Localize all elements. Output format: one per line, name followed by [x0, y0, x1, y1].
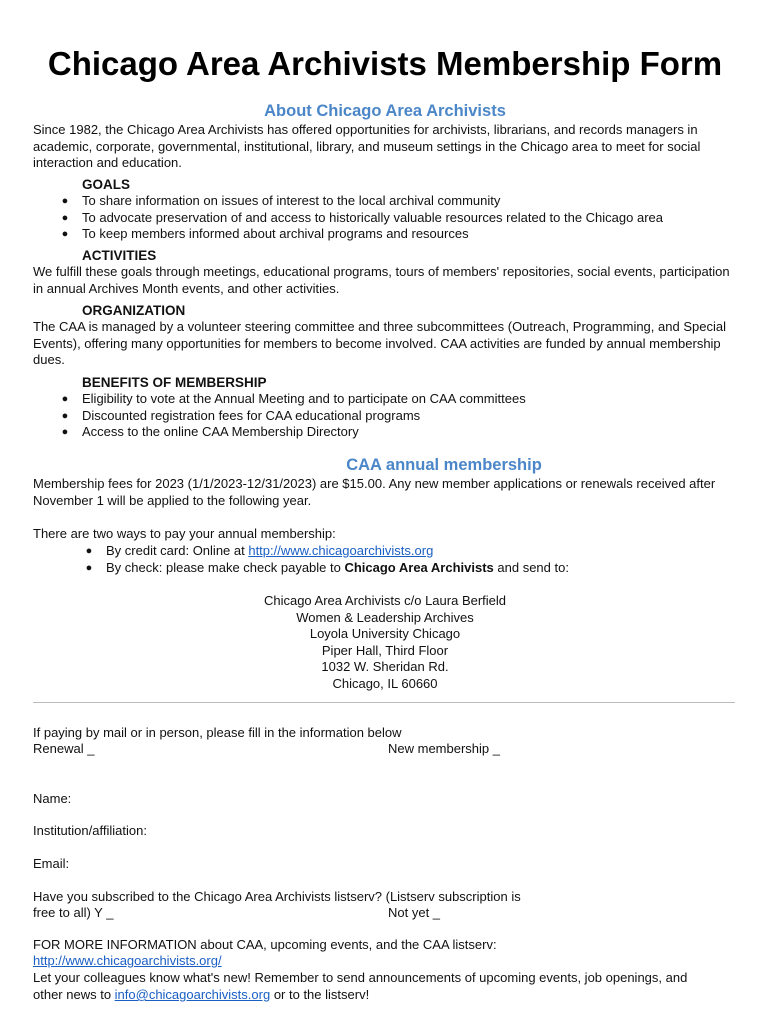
- news-text: Let your colleagues know what's new! Remember to send announcements of upcoming events, job openings, and: [33, 970, 688, 985]
- benefits-list: [58, 391, 526, 441]
- news-text-line2: other news to info@chicagoarchivists.org or to the listserv!: [33, 987, 370, 1002]
- bullet-icon: ●: [61, 393, 69, 405]
- list-item: ● Discounted registration fees for CAA educational programs: [58, 408, 526, 425]
- mailing-address: [0, 593, 770, 692]
- address-line: Piper Hall, Third Floor: [321, 642, 449, 658]
- about-intro: Since 1982, the Chicago Area Archivists has offered opportunities for archivists, librarians, and records managers in academic, corporate, governmental, institutional, library, and museum settings in the Chicago area to meet for social interaction and education.: [33, 122, 701, 170]
- list-item: ● To advocate preservation of and access to historically valuable resources related to the Chicago area: [58, 210, 663, 227]
- address-line: Chicago Area Archivists c/o Laura Berfield: [263, 593, 507, 608]
- goals-heading: GOALS: [82, 177, 131, 192]
- listserv-question: Have you subscribed to the Chicago Area Archivists listserv? (Listserv subscription is: [33, 889, 521, 904]
- fees-text: Membership fees for 2023 (1/1/2023-12/31/2023) are $15.00. Any new member applications or renewals received after November 1 will be applied to the following year.: [33, 476, 716, 508]
- payee-name: Chicago Area Archivists: [344, 559, 494, 575]
- list-item: ● To share information on issues of interest to the local archival community: [58, 193, 663, 210]
- address-line: Loyola University Chicago: [309, 626, 461, 641]
- listserv-yes-field[interactable]: free to all) Y _: [33, 905, 114, 920]
- list-item: ● By check: please make check payable to Chicago Area Archivists and send to:: [82, 560, 569, 577]
- address-line: Women & Leadership Archives: [296, 609, 474, 625]
- new-membership-field[interactable]: New membership _: [388, 741, 500, 756]
- about-heading: About Chicago Area Archivists: [264, 102, 506, 120]
- bullet-icon: ●: [61, 426, 69, 438]
- goals-list: [58, 193, 663, 243]
- list-item: ● Access to the online CAA Membership Directory: [58, 424, 526, 441]
- list-item: ● By credit card: Online at http://www.chicagoarchivists.org: [82, 543, 569, 560]
- list-item: ● Eligibility to vote at the Annual Meeting and to participate on CAA committees: [58, 391, 526, 408]
- bullet-icon: ●: [85, 561, 93, 574]
- form-intro: If paying by mail or in person, please fill in the information below: [33, 725, 402, 740]
- bullet-icon: ●: [61, 409, 69, 422]
- organization-text: The CAA is managed by a volunteer steering committee and three subcommittees (Outreach, Programming, and Special Events), offering many opportunities for members to become involved. CAA activities are funded by annual membership dues.: [33, 319, 726, 367]
- divider: [33, 702, 735, 703]
- membership-heading: CAA annual membership: [346, 456, 542, 474]
- page-title: Chicago Area Archivists Membership Form: [47, 45, 723, 82]
- renewal-field[interactable]: Renewal _: [33, 741, 95, 756]
- activities-text: We fulfill these goals through meetings, educational programs, tours of members' repositories, social events, participation in annual Archives Month events, and other activities.: [33, 264, 730, 296]
- name-field[interactable]: Name:: [33, 791, 72, 806]
- email-field[interactable]: Email:: [33, 856, 70, 871]
- payment-ways-intro: There are two ways to pay your annual membership:: [33, 526, 336, 541]
- payment-methods-list: [82, 543, 569, 576]
- bullet-icon: ●: [61, 211, 69, 224]
- address-line: 1032 W. Sheridan Rd.: [321, 659, 449, 674]
- website-link-footer[interactable]: http://www.chicagoarchivists.org/: [33, 953, 222, 968]
- bullet-icon: ●: [85, 545, 93, 557]
- address-line: Chicago, IL 60660: [332, 675, 438, 691]
- activities-heading: ACTIVITIES: [82, 248, 157, 263]
- benefits-heading: BENEFITS OF MEMBERSHIP: [82, 375, 267, 390]
- list-item: ● To keep members informed about archival programs and resources: [58, 226, 663, 243]
- bullet-icon: ●: [61, 228, 69, 240]
- institution-field[interactable]: Institution/affiliation:: [33, 823, 147, 838]
- website-link[interactable]: http://www.chicagoarchivists.org: [248, 543, 434, 558]
- organization-heading: ORGANIZATION: [82, 303, 186, 318]
- email-link[interactable]: info@chicagoarchivists.org: [114, 987, 271, 1002]
- listserv-not-yet-field[interactable]: Not yet _: [388, 905, 441, 920]
- bullet-icon: ●: [61, 195, 69, 207]
- more-info-text: FOR MORE INFORMATION about CAA, upcoming events, and the CAA listserv:: [33, 937, 497, 952]
